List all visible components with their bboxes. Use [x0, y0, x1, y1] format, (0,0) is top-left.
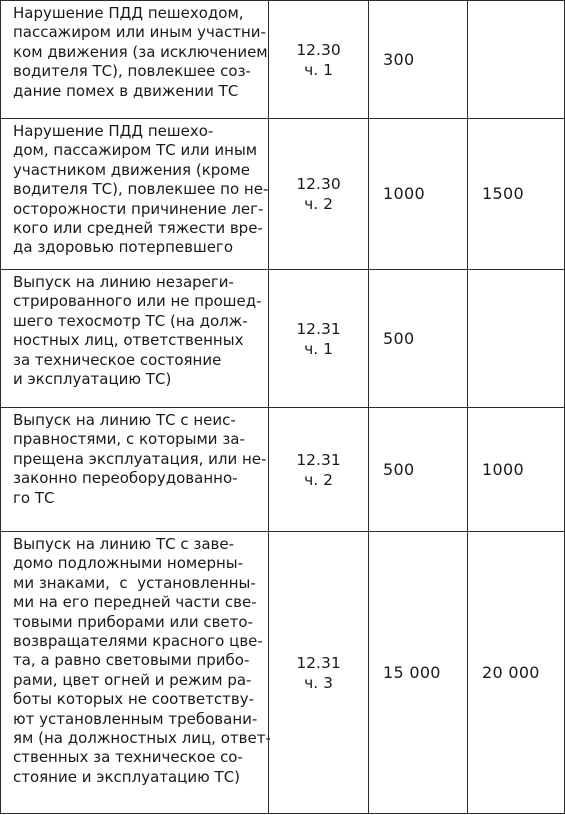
fine-min: 500	[369, 408, 468, 532]
article-reference	[269, 532, 369, 814]
description-line: товыми приборами или свето-	[13, 612, 253, 631]
description-line: Нарушение ПДД пешеходом,	[13, 4, 244, 22]
description-line: законно переоборудованно-	[13, 469, 238, 488]
description-line: стрированного или не прошед-	[13, 292, 262, 311]
description-line: Выпуск на линию незареги-	[13, 273, 234, 291]
table-row	[1, 270, 565, 408]
fine-max	[468, 1, 565, 119]
description-line: боты которых не соответству-	[13, 690, 255, 709]
description-line: водителя ТС), повлекшее по не-	[13, 180, 269, 199]
description-line: та, а равно световыми прибо-	[13, 651, 250, 670]
article-number: 12.30	[296, 175, 341, 193]
article-part: ч. 1	[304, 339, 333, 358]
description-line: домо подложными номерны-	[13, 554, 244, 573]
description-line: ют установленным требовани-	[13, 709, 258, 728]
description-line: ственных за техническое со-	[13, 748, 243, 767]
article-reference	[269, 1, 369, 119]
article-number: 12.30	[296, 40, 341, 59]
description-line: водителя ТС), повлекшее соз-	[13, 62, 251, 81]
description-line: шего техосмотр ТС (на долж-	[13, 311, 248, 330]
description-line: Выпуск на линию ТС с заве-	[13, 535, 235, 553]
description-line: дание помех в движении ТС	[13, 81, 239, 100]
violation-description	[1, 408, 269, 532]
fine-max	[468, 270, 565, 408]
violation-description	[1, 1, 269, 119]
violation-description	[1, 119, 269, 270]
violation-description	[1, 532, 269, 814]
article-reference	[269, 119, 369, 270]
description-line: и эксплуатацию ТС)	[13, 370, 172, 389]
description-line: Нарушение ПДД пешехо-	[13, 122, 214, 140]
description-line: рами, цвет огней и режим ра-	[13, 670, 252, 689]
description-line: правностями, с которыми за-	[13, 430, 245, 449]
table-row	[1, 408, 565, 532]
article-number: 12.31	[296, 653, 341, 672]
description-line: осторожности причинение лег-	[13, 199, 264, 218]
description-line: прещена эксплуатация, или не-	[13, 449, 267, 468]
fine-min: 1000	[369, 119, 468, 270]
table-row	[1, 1, 565, 119]
article-number: 12.31	[296, 450, 341, 469]
description-line: дом, пассажиром ТС или иным	[13, 141, 258, 160]
fine-min: 300	[369, 1, 468, 119]
description-line: кого или средней тяжести вре-	[13, 219, 263, 238]
violation-description	[1, 270, 269, 408]
description-line: Выпуск на линию ТС с неис-	[13, 411, 236, 429]
article-part: ч. 2	[304, 195, 333, 213]
fine-min: 500	[369, 270, 468, 408]
article-number: 12.31	[296, 319, 341, 338]
description-line: пассажиром или иным участни-	[13, 23, 266, 42]
description-line: ком движения (за исключением	[13, 42, 268, 61]
fine-max: 20 000	[468, 532, 565, 814]
table-row	[1, 532, 565, 814]
article-part: ч. 2	[304, 470, 333, 489]
description-line: возвращателями красного цве-	[13, 632, 263, 651]
description-line: участником движения (кроме	[13, 160, 250, 179]
article-part: ч. 3	[304, 673, 333, 692]
article-reference	[269, 408, 369, 532]
fine-max: 1500	[468, 119, 565, 270]
description-line: ям (на должностных лиц, ответ-	[13, 729, 271, 748]
table-row	[1, 119, 565, 270]
fine-min: 15 000	[369, 532, 468, 814]
description-line: ми знаками, с установленны-	[13, 573, 256, 592]
description-line: да здоровью потерпевшего	[13, 238, 233, 257]
description-line: ностных лиц, ответственных	[13, 331, 244, 350]
fine-max: 1000	[468, 408, 565, 532]
article-reference	[269, 270, 369, 408]
description-line: за техническое состояние	[13, 350, 222, 369]
description-line: го ТС	[13, 488, 55, 507]
description-line: стояние и эксплуатацию ТС)	[13, 767, 241, 786]
article-part: ч. 1	[304, 60, 333, 79]
description-line: ми на его передней части све-	[13, 593, 257, 612]
